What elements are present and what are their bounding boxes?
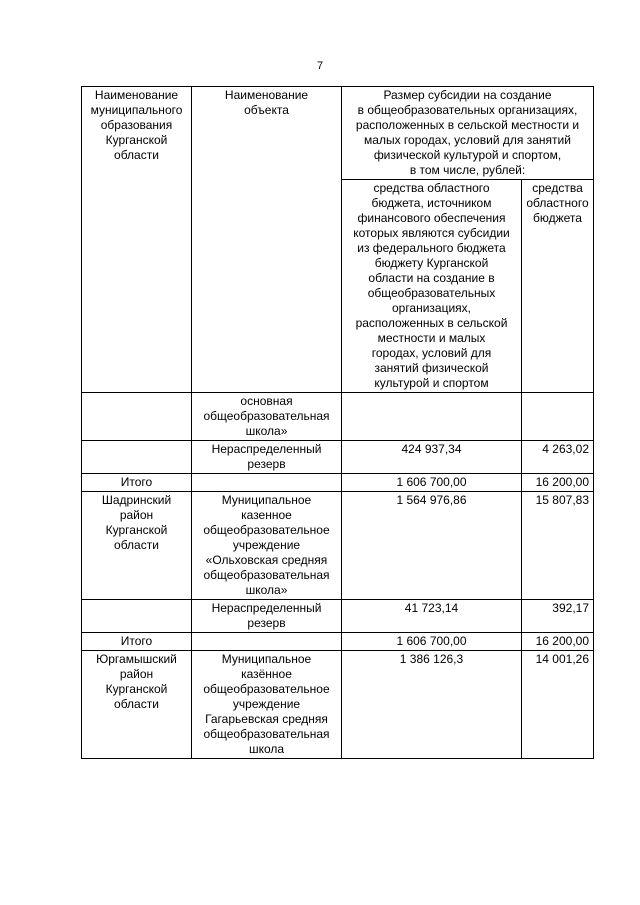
cell-federal: [342, 393, 522, 441]
cell-municipality: Шадринский район Курганской области: [82, 492, 192, 600]
cell-municipality: Итого: [82, 633, 192, 651]
cell-regional: [522, 393, 594, 441]
cell-object: Нераспределенный резерв: [192, 441, 342, 474]
cell-object: [192, 633, 342, 651]
header-subsidy-group: Размер субсидии на создание в общеобразовательных организациях, расположенных в сельской местности и малых городах, условий для занятий физической культурой и спортом, в том числе, рублей:: [342, 87, 594, 180]
table-row-total: [82, 474, 594, 492]
cell-federal: 41 723,14: [342, 600, 522, 633]
header-municipality: Наименование муниципального образования Курганской области: [82, 87, 192, 393]
cell-federal: 1 564 976,86: [342, 492, 522, 600]
cell-object: Муниципальное казенное общеобразовательное учреждение «Ольховская средняя общеобразовательная школа»: [192, 492, 342, 600]
header-federal-funds: средства областного бюджета, источником финансового обеспечения которых являются субсидии из федерального бюджета бюджету Курганской области на создание в общеобразовательных организациях, расположенных в сельской местности и малых городах, условий для занятий физической культурой и спортом: [342, 180, 522, 393]
cell-municipality: [82, 600, 192, 633]
cell-federal: 424 937,34: [342, 441, 522, 474]
cell-regional: 392,17: [522, 600, 594, 633]
cell-regional: 16 200,00: [522, 633, 594, 651]
cell-object: Муниципальное казённое общеобразовательное учреждение Гагарьевская средняя общеобразовательная школа: [192, 651, 342, 759]
cell-regional: 16 200,00: [522, 474, 594, 492]
cell-regional: 4 263,02: [522, 441, 594, 474]
table-row-total: [82, 633, 594, 651]
cell-municipality: Итого: [82, 474, 192, 492]
cell-object: [192, 474, 342, 492]
table-row: [82, 651, 594, 759]
cell-federal: 1 606 700,00: [342, 633, 522, 651]
cell-regional: 14 001,26: [522, 651, 594, 759]
table-row: [82, 393, 594, 441]
table-row: [82, 492, 594, 600]
cell-municipality: [82, 441, 192, 474]
cell-object: основная общеобразовательная школа»: [192, 393, 342, 441]
cell-municipality: [82, 393, 192, 441]
cell-object: Нераспределенный резерв: [192, 600, 342, 633]
cell-municipality: Юргамышский район Курганской области: [82, 651, 192, 759]
cell-regional: 15 807,83: [522, 492, 594, 600]
cell-federal: 1 606 700,00: [342, 474, 522, 492]
table-row: [82, 600, 594, 633]
header-row: [82, 87, 594, 180]
header-object: Наименование объекта: [192, 87, 342, 393]
header-regional-funds: средства областного бюджета: [522, 180, 594, 393]
subsidy-table: [81, 86, 594, 759]
cell-federal: 1 386 126,3: [342, 651, 522, 759]
table-row: [82, 441, 594, 474]
page-number: 7: [316, 60, 324, 72]
